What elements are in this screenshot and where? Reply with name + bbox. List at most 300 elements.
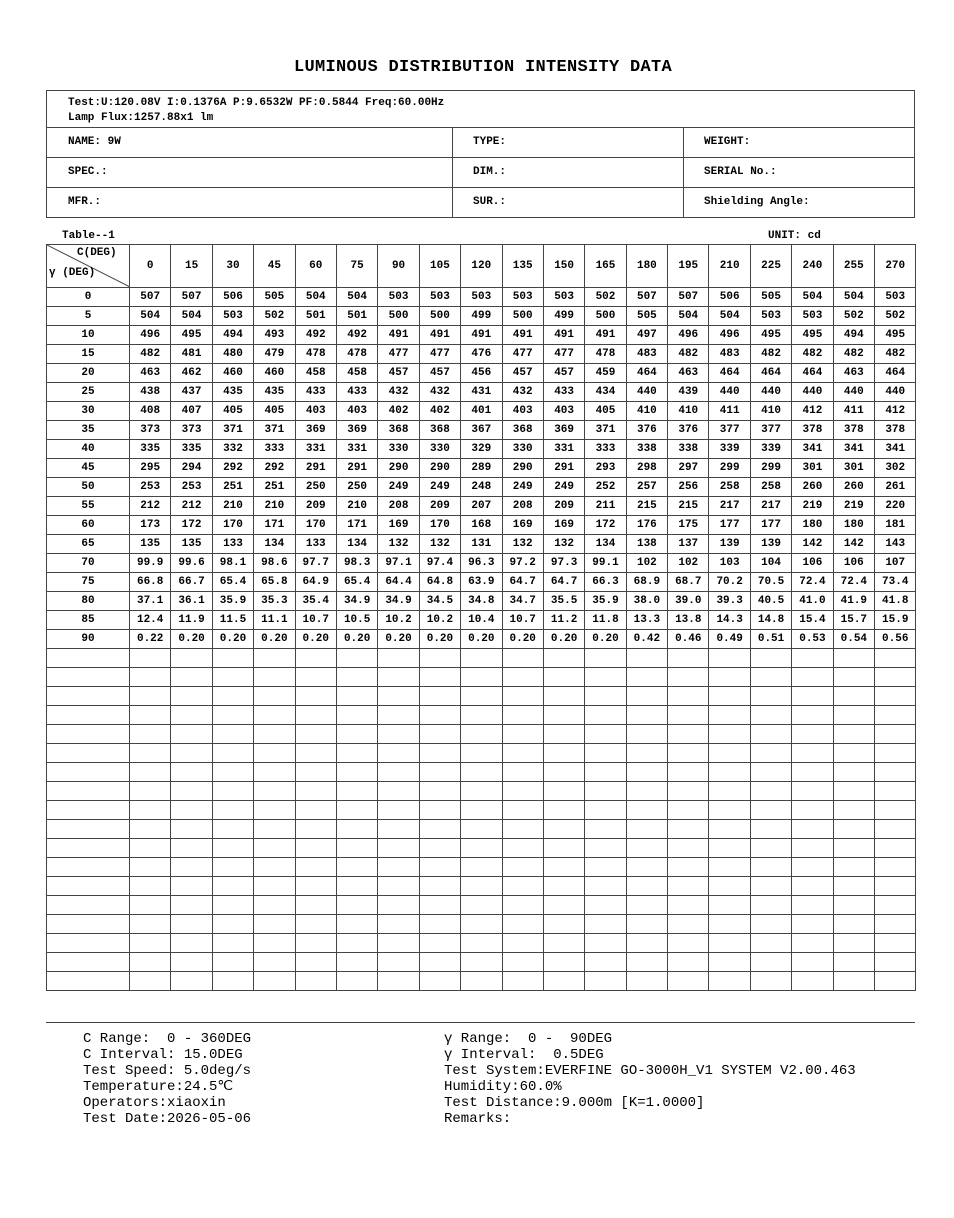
intensity-cell: 98.3 [336, 554, 377, 573]
c-angle-header: 225 [750, 245, 791, 288]
intensity-cell: 290 [502, 459, 543, 478]
empty-cell [668, 801, 709, 820]
table-body [47, 288, 916, 991]
c-angle-header: 45 [254, 245, 295, 288]
intensity-cell: 482 [130, 345, 171, 364]
empty-cell [130, 668, 171, 687]
empty-cell [668, 706, 709, 725]
c-angle-header: 0 [130, 245, 171, 288]
intensity-cell: 341 [875, 440, 916, 459]
empty-cell [295, 801, 336, 820]
intensity-cell: 103 [709, 554, 750, 573]
gamma-deg-label: γ (DEG) [49, 267, 96, 279]
empty-cell [212, 896, 253, 915]
empty-cell [668, 763, 709, 782]
intensity-cell: 369 [295, 421, 336, 440]
empty-cell [47, 649, 130, 668]
intensity-cell: 504 [295, 288, 336, 307]
empty-cell [502, 801, 543, 820]
empty-cell [833, 877, 874, 896]
empty-cell [212, 953, 253, 972]
table-row [47, 326, 916, 345]
intensity-cell: 170 [212, 516, 253, 535]
intensity-cell: 464 [750, 364, 791, 383]
empty-cell [709, 934, 750, 953]
intensity-cell: 483 [709, 345, 750, 364]
empty-cell [750, 649, 791, 668]
empty-cell [171, 839, 212, 858]
empty-cell [585, 668, 626, 687]
intensity-cell: 373 [171, 421, 212, 440]
intensity-cell: 338 [668, 440, 709, 459]
empty-cell [171, 668, 212, 687]
intensity-cell: 331 [543, 440, 584, 459]
empty-cell [130, 725, 171, 744]
empty-cell [295, 972, 336, 991]
empty-cell [750, 744, 791, 763]
intensity-cell: 504 [130, 307, 171, 326]
intensity-cell: 496 [668, 326, 709, 345]
empty-cell [875, 725, 916, 744]
empty-cell [875, 953, 916, 972]
intensity-cell: 291 [543, 459, 584, 478]
intensity-cell: 464 [626, 364, 667, 383]
intensity-cell: 248 [461, 478, 502, 497]
intensity-cell: 459 [585, 364, 626, 383]
empty-cell [792, 953, 833, 972]
empty-cell [254, 839, 295, 858]
intensity-cell: 99.6 [171, 554, 212, 573]
empty-cell [626, 763, 667, 782]
empty-cell [47, 820, 130, 839]
table-row [47, 592, 916, 611]
intensity-cell: 440 [626, 383, 667, 402]
empty-cell [709, 820, 750, 839]
empty-cell [336, 896, 377, 915]
empty-cell [336, 915, 377, 934]
empty-cell [750, 763, 791, 782]
mfr-field: MFR.: [47, 188, 453, 217]
intensity-cell: 132 [419, 535, 460, 554]
empty-cell [378, 782, 419, 801]
intensity-cell: 338 [626, 440, 667, 459]
intensity-cell: 72.4 [792, 573, 833, 592]
gamma-angle-cell: 20 [47, 364, 130, 383]
empty-cell [419, 725, 460, 744]
empty-cell [254, 877, 295, 896]
empty-cell [295, 687, 336, 706]
intensity-cell: 169 [543, 516, 584, 535]
gamma-angle-cell: 35 [47, 421, 130, 440]
empty-cell [461, 649, 502, 668]
empty-cell [709, 915, 750, 934]
empty-cell [668, 744, 709, 763]
intensity-cell: 133 [295, 535, 336, 554]
intensity-cell: 295 [130, 459, 171, 478]
empty-row [47, 706, 916, 725]
empty-cell [47, 915, 130, 934]
intensity-cell: 0.20 [585, 630, 626, 649]
empty-cell [47, 972, 130, 991]
empty-cell [419, 972, 460, 991]
c-angle-header: 90 [378, 245, 419, 288]
empty-cell [212, 687, 253, 706]
intensity-cell: 503 [502, 288, 543, 307]
empty-cell [461, 896, 502, 915]
empty-cell [875, 896, 916, 915]
intensity-cell: 66.3 [585, 573, 626, 592]
empty-cell [668, 972, 709, 991]
gamma-angle-cell: 30 [47, 402, 130, 421]
empty-cell [336, 668, 377, 687]
empty-cell [709, 972, 750, 991]
empty-cell [502, 915, 543, 934]
intensity-cell: 302 [875, 459, 916, 478]
intensity-cell: 102 [668, 554, 709, 573]
intensity-cell: 134 [254, 535, 295, 554]
intensity-cell: 96.3 [461, 554, 502, 573]
empty-cell [419, 820, 460, 839]
intensity-cell: 301 [833, 459, 874, 478]
intensity-cell: 181 [875, 516, 916, 535]
intensity-cell: 369 [543, 421, 584, 440]
empty-cell [792, 706, 833, 725]
intensity-cell: 401 [461, 402, 502, 421]
intensity-cell: 504 [792, 288, 833, 307]
test-parameters [47, 91, 914, 128]
intensity-cell: 502 [875, 307, 916, 326]
intensity-cell: 504 [171, 307, 212, 326]
c-angle-header: 180 [626, 245, 667, 288]
table-row [47, 630, 916, 649]
empty-cell [47, 687, 130, 706]
intensity-cell: 333 [254, 440, 295, 459]
empty-cell [875, 839, 916, 858]
empty-cell [543, 839, 584, 858]
intensity-cell: 503 [212, 307, 253, 326]
empty-row [47, 725, 916, 744]
intensity-cell: 482 [833, 345, 874, 364]
intensity-cell: 299 [750, 459, 791, 478]
intensity-cell: 292 [254, 459, 295, 478]
empty-cell [47, 706, 130, 725]
intensity-cell: 403 [502, 402, 543, 421]
intensity-cell: 261 [875, 478, 916, 497]
intensity-cell: 298 [626, 459, 667, 478]
gamma-angle-cell: 75 [47, 573, 130, 592]
gamma-angle-cell: 80 [47, 592, 130, 611]
serial-field: SERIAL No.: [704, 166, 777, 178]
empty-cell [378, 877, 419, 896]
intensity-cell: 502 [585, 288, 626, 307]
intensity-cell: 464 [792, 364, 833, 383]
empty-cell [792, 972, 833, 991]
empty-cell [750, 858, 791, 877]
intensity-cell: 253 [130, 478, 171, 497]
intensity-cell: 170 [419, 516, 460, 535]
empty-cell [419, 934, 460, 953]
empty-cell [668, 725, 709, 744]
empty-cell [792, 782, 833, 801]
intensity-cell: 219 [833, 497, 874, 516]
c-angle-header: 120 [461, 245, 502, 288]
empty-cell [833, 668, 874, 687]
intensity-cell: 481 [171, 345, 212, 364]
empty-cell [792, 687, 833, 706]
intensity-cell: 0.51 [750, 630, 791, 649]
intensity-cell: 478 [295, 345, 336, 364]
intensity-cell: 497 [626, 326, 667, 345]
empty-row [47, 744, 916, 763]
intensity-cell: 368 [502, 421, 543, 440]
empty-cell [130, 934, 171, 953]
empty-cell [709, 801, 750, 820]
intensity-cell: 209 [295, 497, 336, 516]
intensity-cell: 210 [336, 497, 377, 516]
empty-cell [543, 744, 584, 763]
empty-cell [171, 649, 212, 668]
empty-cell [419, 801, 460, 820]
intensity-cell: 217 [709, 497, 750, 516]
empty-cell [875, 782, 916, 801]
empty-cell [212, 725, 253, 744]
empty-cell [378, 687, 419, 706]
empty-cell [378, 839, 419, 858]
empty-cell [212, 668, 253, 687]
intensity-cell: 293 [585, 459, 626, 478]
intensity-cell: 143 [875, 535, 916, 554]
empty-cell [212, 877, 253, 896]
empty-cell [461, 934, 502, 953]
intensity-cell: 138 [626, 535, 667, 554]
empty-cell [502, 820, 543, 839]
empty-cell [792, 649, 833, 668]
empty-cell [254, 972, 295, 991]
intensity-cell: 432 [502, 383, 543, 402]
intensity-cell: 177 [750, 516, 791, 535]
empty-cell [336, 782, 377, 801]
intensity-cell: 176 [626, 516, 667, 535]
intensity-cell: 40.5 [750, 592, 791, 611]
intensity-cell: 34.9 [336, 592, 377, 611]
empty-cell [295, 649, 336, 668]
c-angle-header: 165 [585, 245, 626, 288]
intensity-cell: 440 [792, 383, 833, 402]
empty-cell [502, 706, 543, 725]
empty-cell [792, 896, 833, 915]
intensity-cell: 457 [378, 364, 419, 383]
empty-cell [378, 915, 419, 934]
empty-cell [792, 858, 833, 877]
empty-cell [626, 953, 667, 972]
intensity-cell: 377 [709, 421, 750, 440]
gamma-angle-cell: 65 [47, 535, 130, 554]
intensity-cell: 208 [378, 497, 419, 516]
empty-cell [336, 953, 377, 972]
intensity-cell: 13.8 [668, 611, 709, 630]
empty-row [47, 687, 916, 706]
intensity-cell: 66.8 [130, 573, 171, 592]
intensity-cell: 0.53 [792, 630, 833, 649]
intensity-cell: 12.4 [130, 611, 171, 630]
gamma-angle-cell: 10 [47, 326, 130, 345]
intensity-cell: 433 [295, 383, 336, 402]
gamma-angle-cell: 55 [47, 497, 130, 516]
empty-cell [543, 725, 584, 744]
empty-cell [626, 725, 667, 744]
name-field: NAME: 9W [47, 128, 453, 157]
intensity-cell: 41.8 [875, 592, 916, 611]
intensity-cell: 256 [668, 478, 709, 497]
empty-cell [668, 839, 709, 858]
empty-cell [585, 934, 626, 953]
empty-cell [461, 858, 502, 877]
intensity-cell: 14.8 [750, 611, 791, 630]
empty-cell [254, 896, 295, 915]
empty-cell [378, 801, 419, 820]
intensity-cell: 0.20 [212, 630, 253, 649]
intensity-cell: 371 [585, 421, 626, 440]
empty-cell [585, 725, 626, 744]
intensity-cell: 135 [130, 535, 171, 554]
intensity-cell: 332 [212, 440, 253, 459]
intensity-cell: 341 [792, 440, 833, 459]
empty-cell [212, 858, 253, 877]
intensity-cell: 14.3 [709, 611, 750, 630]
empty-cell [668, 687, 709, 706]
intensity-cell: 378 [875, 421, 916, 440]
intensity-cell: 491 [378, 326, 419, 345]
c-deg-label: C(DEG) [77, 247, 117, 259]
intensity-cell: 464 [709, 364, 750, 383]
intensity-cell: 506 [212, 288, 253, 307]
empty-cell [875, 649, 916, 668]
empty-cell [295, 744, 336, 763]
intensity-cell: 220 [875, 497, 916, 516]
intensity-cell: 407 [171, 402, 212, 421]
intensity-cell: 477 [502, 345, 543, 364]
intensity-cell: 437 [171, 383, 212, 402]
intensity-cell: 172 [171, 516, 212, 535]
intensity-cell: 369 [336, 421, 377, 440]
empty-cell [543, 763, 584, 782]
empty-cell [461, 687, 502, 706]
empty-cell [833, 972, 874, 991]
intensity-cell: 458 [295, 364, 336, 383]
empty-cell [833, 801, 874, 820]
intensity-cell: 0.49 [709, 630, 750, 649]
intensity-cell: 290 [378, 459, 419, 478]
empty-cell [295, 839, 336, 858]
intensity-cell: 169 [502, 516, 543, 535]
empty-cell [543, 687, 584, 706]
empty-cell [47, 839, 130, 858]
intensity-cell: 503 [792, 307, 833, 326]
empty-cell [378, 820, 419, 839]
empty-cell [378, 858, 419, 877]
empty-cell [668, 877, 709, 896]
empty-cell [336, 725, 377, 744]
empty-cell [254, 820, 295, 839]
empty-cell [47, 934, 130, 953]
intensity-cell: 72.4 [833, 573, 874, 592]
info-row-name [47, 128, 914, 158]
intensity-cell: 410 [750, 402, 791, 421]
intensity-cell: 99.9 [130, 554, 171, 573]
type-field: TYPE: [453, 128, 684, 157]
empty-cell [792, 725, 833, 744]
empty-cell [833, 649, 874, 668]
empty-cell [709, 877, 750, 896]
intensity-cell: 131 [461, 535, 502, 554]
c-angle-header: 255 [833, 245, 874, 288]
empty-cell [171, 744, 212, 763]
empty-cell [709, 668, 750, 687]
spec-field: SPEC.: [47, 158, 453, 187]
empty-row [47, 763, 916, 782]
empty-cell [668, 858, 709, 877]
empty-cell [212, 915, 253, 934]
intensity-cell: 500 [585, 307, 626, 326]
empty-cell [419, 668, 460, 687]
gamma-angle-cell: 70 [47, 554, 130, 573]
empty-cell [461, 763, 502, 782]
intensity-cell: 477 [419, 345, 460, 364]
intensity-cell: 456 [461, 364, 502, 383]
intensity-cell: 505 [254, 288, 295, 307]
empty-cell [750, 687, 791, 706]
intensity-cell: 457 [543, 364, 584, 383]
empty-cell [585, 649, 626, 668]
empty-cell [668, 953, 709, 972]
intensity-cell: 35.9 [585, 592, 626, 611]
intensity-cell: 65.8 [254, 573, 295, 592]
intensity-cell: 408 [130, 402, 171, 421]
empty-cell [502, 877, 543, 896]
empty-cell [750, 953, 791, 972]
intensity-cell: 0.20 [171, 630, 212, 649]
empty-cell [254, 858, 295, 877]
intensity-cell: 0.54 [833, 630, 874, 649]
footer-divider [46, 1022, 915, 1023]
empty-cell [833, 915, 874, 934]
intensity-cell: 134 [336, 535, 377, 554]
empty-row [47, 801, 916, 820]
empty-row [47, 649, 916, 668]
empty-row [47, 915, 916, 934]
intensity-cell: 412 [792, 402, 833, 421]
empty-cell [585, 972, 626, 991]
intensity-cell: 457 [502, 364, 543, 383]
intensity-cell: 458 [336, 364, 377, 383]
intensity-cell: 463 [130, 364, 171, 383]
empty-cell [212, 649, 253, 668]
intensity-cell: 34.8 [461, 592, 502, 611]
intensity-cell: 34.9 [378, 592, 419, 611]
empty-cell [254, 668, 295, 687]
empty-cell [750, 668, 791, 687]
empty-cell [254, 649, 295, 668]
empty-cell [461, 782, 502, 801]
intensity-cell: 463 [833, 364, 874, 383]
intensity-cell: 177 [709, 516, 750, 535]
empty-cell [295, 934, 336, 953]
footer-line-text: Temperature:24.5℃ [83, 1079, 234, 1095]
intensity-cell: 10.2 [378, 611, 419, 630]
intensity-cell: 500 [502, 307, 543, 326]
intensity-cell: 135 [171, 535, 212, 554]
intensity-cell: 367 [461, 421, 502, 440]
